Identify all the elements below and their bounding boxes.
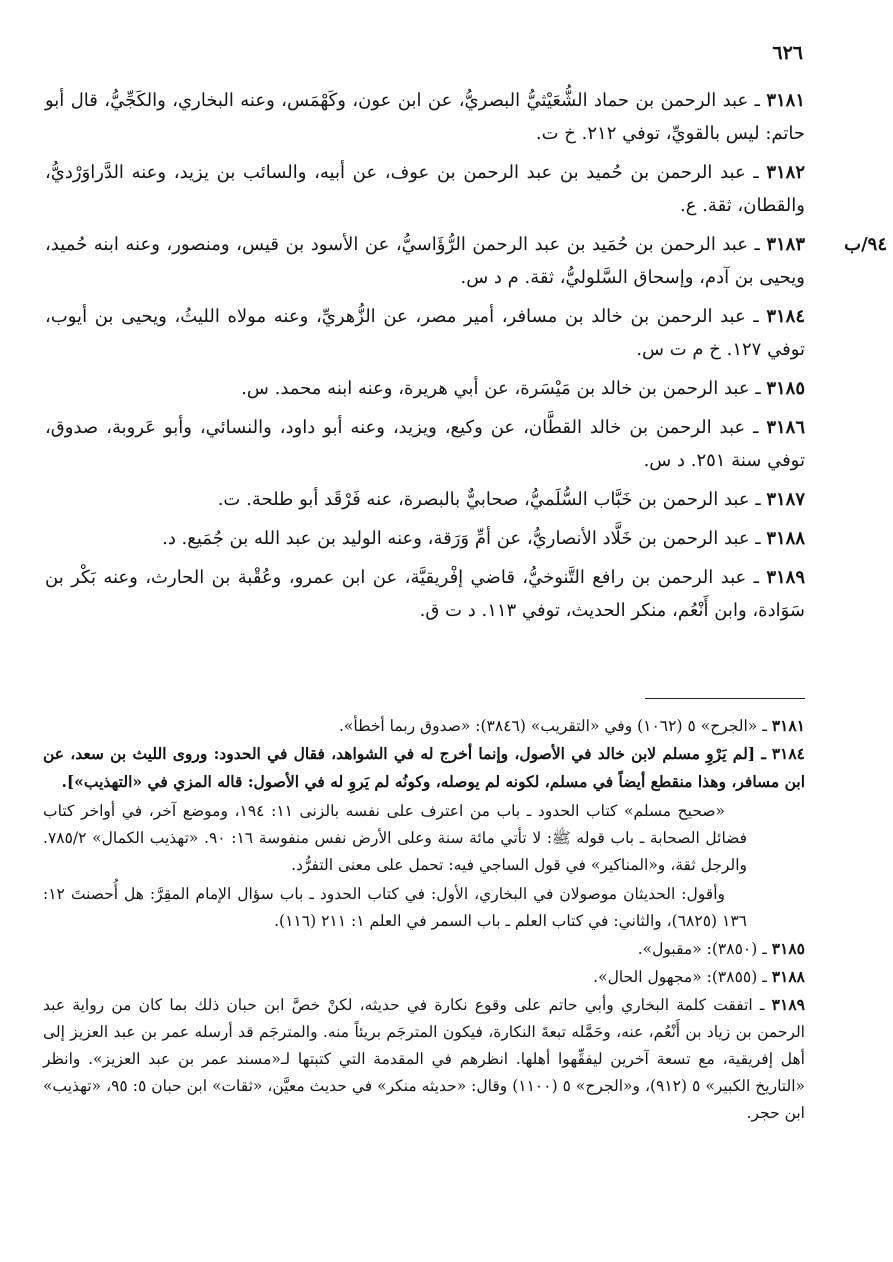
footnote-number: ٣١٨٨ (771, 967, 805, 986)
footnote-number: ٣١٨١ (771, 716, 805, 735)
footnote-divider (645, 698, 805, 699)
footnote-text: ـ (٣٨٥٠): «مقبول». (637, 940, 767, 958)
entry-number: ٣١٨٦ (766, 417, 805, 438)
footnote (43, 712, 805, 740)
entries-list (45, 84, 887, 633)
footnote-text: ـ «الجرح» ٥ (١٠٦٢) وفي «التقريب» (٣٨٤٦): «صدوق ربما أخطأ». (338, 717, 767, 735)
entry-number: ٣١٨٨ (766, 528, 805, 549)
entry-number: ٣١٨٧ (766, 489, 805, 510)
footnote-paragraph: «صحيح مسلم» كتاب الحدود ـ باب من اعترف على نفسه بالزنى ١١: ١٩٤، وموضع آخر، في أواخر كتاب فضائل الصحابة ـ باب قوله ﷺ: لا تأتي مائة سنة وعلى الأرض نفس منفوسة ١٦: ٩٠. «تهذيب الكمال» ٧٨٥/٢. والرجل ثقة، و«المناكير» في قول الساجي فيه: تحمل على معنى التفرُّد. (43, 802, 748, 874)
entry-number: ٣١٨٩ (766, 567, 805, 588)
entry-text: ـ عبد الرحمن بن حماد الشُّعَيْثيُّ البصريُّ، عن ابن عون، وكَهْمَس، وعنه البخاري، والكَجِّيُّ، قال أبو حاتم: ليس بالقويِّ، توفي ٢١٢. خ ت. (45, 90, 805, 144)
footnotes-list (43, 712, 805, 1127)
margin-note: ٩٤/ب (844, 234, 887, 255)
footnote-paragraph: وأقول: الحديثان موصولان في البخاري، الأول: في كتاب الحدود ـ باب سؤال الإمام المقِرَّ: هل أُحصنتَ ١٢: ١٣٦ (٦٨٢٥)، والثاني: في كتاب العلم ـ باب السمر في العلم ١: ٢١١ (١١٦). (43, 885, 747, 930)
entry-text: ـ عبد الرحمن بن خَبَّاب السُّلَميُّ، صحابيٌّ بالبصرة، عنه فَرْقَد أبو طلحة. ت. (217, 489, 761, 510)
footnote-text: ـ اتفقت كلمة البخاري وأبي حاتم على وقوع نكارة في حديثه، لكنْ خصَّ ابن حبان ذلك بما كان من رواية عبد الرحمن بن زياد بن أَنْعُم، عنه، وحَمَّله تبعةَ النكارة، فيكون المترجَم بريئاً منه. والمترجَم قد أرسله عمر بن عبد العزيز إلى أهل إفريقية، مع تسعة آخرين ليفقِّهوا أهلها. انظرهم في المقدمة التي كتبتها لـ«مسند عمر بن عبد العزيز». وانظر «التاريخ الكبير» ٥ (٩١٢)، و«الجرح» ٥ (١١٠٠) وقال: «حديثه منكر» في حديث معيَّن، «ثقات» ابن حبان ٥: ٩٥، «تهذيب» ابن حجر. (43, 996, 805, 1122)
entry-text: ـ عبد الرحمن بن رافع التَّنوخيُّ، قاضي إفْريقيَّة، عن ابن عمرو، وعُقْبة بن الحارث، وعنه بَكْر بن سَوَادة، وابن أَنْعُم، منكر الحديث، توفي ١١٣. د ت ق. (45, 567, 805, 621)
entry-text: ـ عبد الرحمن بن خالد القطَّان، عن وكيع، ويزيد، وعنه أبو داود، والنسائي، وأبو عَروبة، صدوق، توفي سنة ٢٥١. د س. (45, 417, 805, 471)
entry-text: ـ عبد الرحمن بن حُمَيد بن عبد الرحمن الرُّؤَاسيُّ، عن الأسود بن قيس، ومنصور، وعنه ابنه حُميد، ويحيى بن آدم، وإسحاق السَّلوليُّ، ثقة. م د س. (45, 234, 805, 288)
footnote-number: ٣١٨٤ (771, 744, 805, 763)
entry (45, 228, 887, 294)
entry (45, 561, 805, 627)
entry (45, 300, 805, 366)
footnote-text: ـ (٣٨٥٥): «مجهول الحال». (593, 968, 767, 986)
footnote-number: ٣١٨٩ (771, 995, 805, 1014)
footnote (43, 740, 805, 796)
entry-number: ٣١٨٥ (766, 378, 805, 399)
page-number: ٦٢٦ (772, 42, 803, 64)
entry (45, 411, 805, 477)
footnote (43, 935, 805, 963)
entry (45, 372, 805, 405)
entry-text: ـ عبد الرحمن بن خالد بن مسافر، أمير مصر، عن الزُّهريِّ، وعنه مولاه الليثُ، ويحيى بن أيوب، توفي ١٢٧. خ م ت س. (45, 306, 805, 360)
footnote (43, 963, 805, 991)
entry-text: ـ عبد الرحمن بن خَلَّاد الأنصاريُّ، عن أمِّ وَرَقة، وعنه الوليد بن عبد الله بن جُمَيع. د. (162, 528, 761, 549)
footnote-number: ٣١٨٥ (771, 939, 805, 958)
entry-number: ٣١٨٤ (766, 306, 805, 327)
entry (45, 84, 805, 150)
footnote-text: ـ [لم يَرْوِ مسلم لابن خالد في الأصول، وإنما أخرج له في الشواهد، فقال في الحدود: وروى الليث بن سعد، عن ابن مسافر، وهذا منقطع أيضاً في مسلم، لكونه لم يوصله، وكونُه لم يَروِ له في الأصول: قاله المزي في «التهذيب»]. (43, 744, 805, 791)
entry (45, 483, 805, 516)
entry-number: ٣١٨١ (766, 90, 805, 111)
entry (45, 156, 805, 222)
footnote (43, 991, 805, 1127)
entry-text: ـ عبد الرحمن بن حُميد بن عبد الرحمن بن عوف، عن أبيه، والسائب بن يزيد، وعنه الدَّراوَرْديُّ، والقطان، ثقة. ع. (45, 162, 805, 216)
entry (45, 522, 805, 555)
entry-number: ٣١٨٢ (766, 162, 805, 183)
entry-text: ـ عبد الرحمن بن خالد بن مَيْسَرة، عن أبي هريرة، وعنه ابنه محمد. س. (241, 378, 761, 399)
entry-number: ٣١٨٣ (766, 234, 805, 255)
